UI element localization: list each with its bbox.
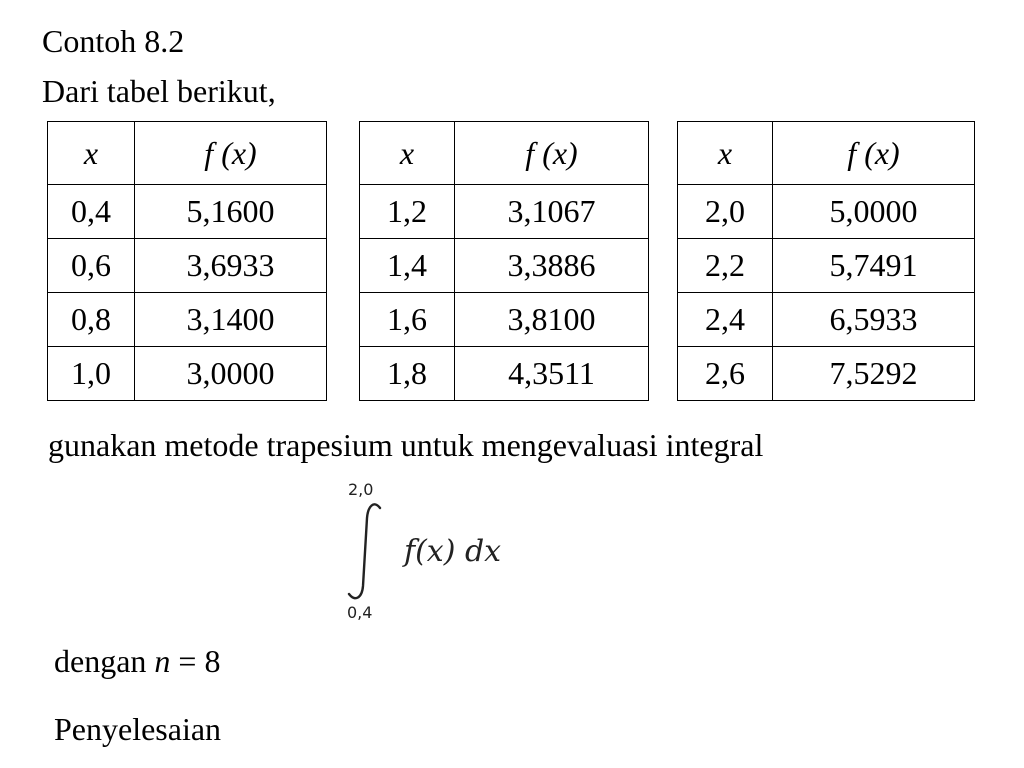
integrand: f(x) dx bbox=[404, 534, 502, 569]
cell-x: 1,4 bbox=[360, 239, 455, 293]
header-fx: f (x) bbox=[455, 122, 649, 185]
table-row bbox=[360, 347, 649, 401]
cell-x: 0,6 bbox=[48, 239, 135, 293]
cell-fx: 3,8100 bbox=[455, 293, 649, 347]
cell-x: 0,8 bbox=[48, 293, 135, 347]
cell-fx: 3,6933 bbox=[135, 239, 327, 293]
cell-x: 1,0 bbox=[48, 347, 135, 401]
data-table-2 bbox=[359, 121, 649, 401]
upper-limit: 2,0 bbox=[348, 480, 374, 499]
integral-sign-icon bbox=[340, 502, 390, 602]
table-row bbox=[678, 347, 975, 401]
data-table-3 bbox=[677, 121, 975, 401]
cell-fx: 3,1400 bbox=[135, 293, 327, 347]
cell-x: 0,4 bbox=[48, 185, 135, 239]
table-row bbox=[360, 239, 649, 293]
header-x: x bbox=[48, 122, 135, 185]
cell-fx: 5,0000 bbox=[773, 185, 975, 239]
condition-prefix: dengan bbox=[54, 643, 155, 679]
header-fx: f (x) bbox=[773, 122, 975, 185]
condition-text bbox=[54, 643, 220, 679]
table-row bbox=[678, 293, 975, 347]
cell-fx: 3,0000 bbox=[135, 347, 327, 401]
table-row bbox=[48, 185, 327, 239]
header-x: x bbox=[678, 122, 773, 185]
cell-x: 2,6 bbox=[678, 347, 773, 401]
header-fx: f (x) bbox=[135, 122, 327, 185]
table-header-row bbox=[360, 122, 649, 185]
condition-value: = 8 bbox=[170, 643, 221, 679]
table-row bbox=[678, 239, 975, 293]
cell-fx: 5,1600 bbox=[135, 185, 327, 239]
table-row bbox=[360, 293, 649, 347]
table-row bbox=[360, 185, 649, 239]
cell-fx: 7,5292 bbox=[773, 347, 975, 401]
instruction-text: gunakan metode trapesium untuk mengevaluasi integral bbox=[48, 427, 764, 463]
cell-x: 2,4 bbox=[678, 293, 773, 347]
cell-fx: 4,3511 bbox=[455, 347, 649, 401]
header-x: x bbox=[360, 122, 455, 185]
table-row bbox=[48, 239, 327, 293]
cell-x: 1,2 bbox=[360, 185, 455, 239]
table-header-row bbox=[48, 122, 327, 185]
cell-fx: 5,7491 bbox=[773, 239, 975, 293]
example-title: Contoh 8.2 bbox=[42, 23, 185, 59]
cell-fx: 3,3886 bbox=[455, 239, 649, 293]
table-header-row bbox=[678, 122, 975, 185]
intro-text: Dari tabel berikut, bbox=[42, 73, 276, 109]
cell-x: 1,8 bbox=[360, 347, 455, 401]
solution-label: Penyelesaian bbox=[54, 711, 222, 747]
cell-x: 1,6 bbox=[360, 293, 455, 347]
definite-integral bbox=[340, 478, 540, 628]
lower-limit: 0,4 bbox=[347, 603, 373, 622]
cell-x: 2,2 bbox=[678, 239, 773, 293]
table-row bbox=[48, 347, 327, 401]
cell-x: 2,0 bbox=[678, 185, 773, 239]
table-row bbox=[48, 293, 327, 347]
table-row bbox=[678, 185, 975, 239]
cell-fx: 3,1067 bbox=[455, 185, 649, 239]
data-table-1 bbox=[47, 121, 327, 401]
cell-fx: 6,5933 bbox=[773, 293, 975, 347]
condition-variable: n bbox=[154, 643, 171, 679]
